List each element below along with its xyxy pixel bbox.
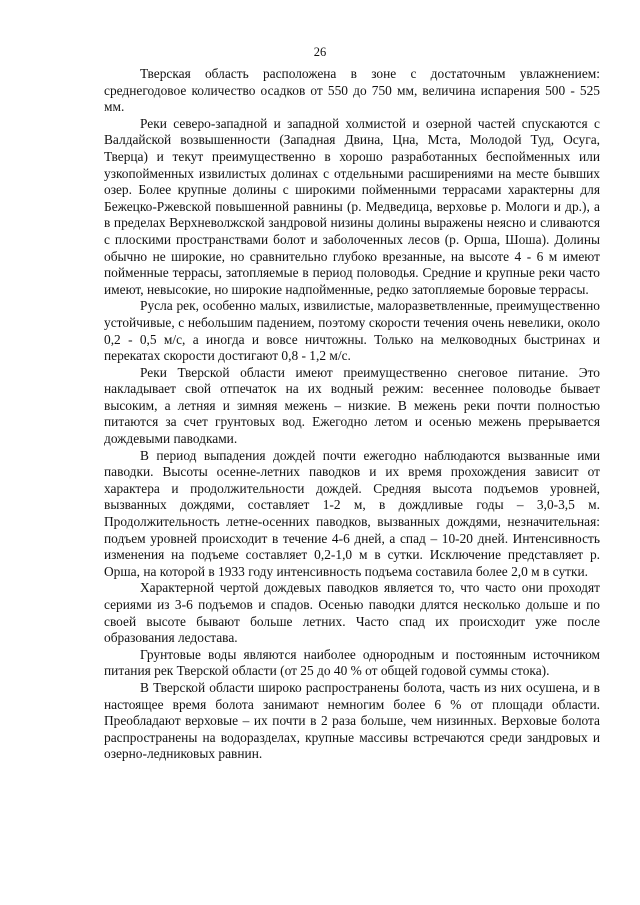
- paragraph-river-valleys: Реки северо-западной и западной холмистой и озерной частей спускаются с Валдайской возвышенности (Западная Двина, Цна, Мста, Молодой Туд, Осуга, Тверца) и текут преимущественно в хорошо разработанных беспойменных или узкопойменных извилистых долинах с отдельными расширениями на месте бывших озер. Более крупные долины с широкими пойменными террасами характерны для Бежецко-Ржевской повышенной равнины (р. Медведица, верховье р. Мологи и др.), а в пределах Верхневолжской зандровой низины долины выражены неясно и сливаются с плоскими пространствами болот и заболоченных лесов (р. Орша, Шоша). Долины обычно не широкие, но сравнительно глубоко врезанные, на высоте 4 - 6 м имеют пойменные террасы, затопляемые в период половодья. Средние и крупные реки часто имеют, невысокие, но широкие надпойменные, редко затопляемые боровые террасы.: [104, 115, 600, 297]
- paragraph-rain-floods: В период выпадения дождей почти ежегодно наблюдаются вызванные ими паводки. Высоты осенне-летних паводков и их время прохождения зависит от характера и продолжительности дождей. Средняя высота подъемов уровней, вызванных дождями, составляет 1-2 м, в дождливые годы – 3,0-3,5 м. Продолжительность летне-осенних паводков, вызванных дождями, незначительная: подъем уровней происходит в течение 4-6 дней, а спад – 10-20 дней. Интенсивность изменения на подъеме составляет 0,2-1,0 м в сутки. Исключение представляет р. Орша, на которой в 1933 году интенсивность подъема составила более 2,0 м в сутки.: [104, 447, 600, 579]
- paragraph-precipitation: Тверская область расположена в зоне с достаточным увлажнением: среднегодовое количество осадков от 550 до 750 мм, величина испарения 500 - 525 мм.: [104, 66, 600, 115]
- paragraph-flood-series: Характерной чертой дождевых паводков является то, что часто они проходят сериями из 3-6 подъемов и спадов. Осенью паводки длятся несколько дольше и по своей высоте бывают больше летних. Часто спад их происходит уже после образования ледостава.: [104, 580, 600, 646]
- paragraph-groundwater: Грунтовые воды являются наиболее однородным и постоянным источником питания рек Тверской области (от 25 до 40 % от общей годовой суммы стока).: [104, 646, 600, 679]
- body-text: [104, 66, 600, 763]
- page-number: 26: [313, 45, 327, 59]
- paragraph-swamps: В Тверской области широко распространены болота, часть из них осушена, и в настоящее время болота занимают немногим более 6 % от площади области. Преобладают верховые – их почти в 2 раза больше, чем низинных. Верховые болота распространены на водоразделах, крупные массивы встречаются среди зандровых и озерно-ледниковых равнин.: [104, 679, 600, 762]
- paragraph-riverbeds: Русла рек, особенно малых, извилистые, малоразветвленные, преимущественно устойчивые, с небольшим падением, поэтому скорости течения очень невелики, около 0,2 - 0,5 м/с, а иногда и вовсе ничтожны. Только на мелководных быстринах и перекатах скорости достигают 0,8 - 1,2 м/с.: [104, 298, 600, 364]
- paragraph-snow-feeding: Реки Тверской области имеют преимущественно снеговое питание. Это накладывает свой отпечаток на их водный режим: весеннее половодье бывает высоким, а летняя и зимняя межень – низкие. В межень реки почти полностью питаются за счет грунтовых вод. Ежегодно летом и осенью межень прерывается дождевыми паводками.: [104, 364, 600, 447]
